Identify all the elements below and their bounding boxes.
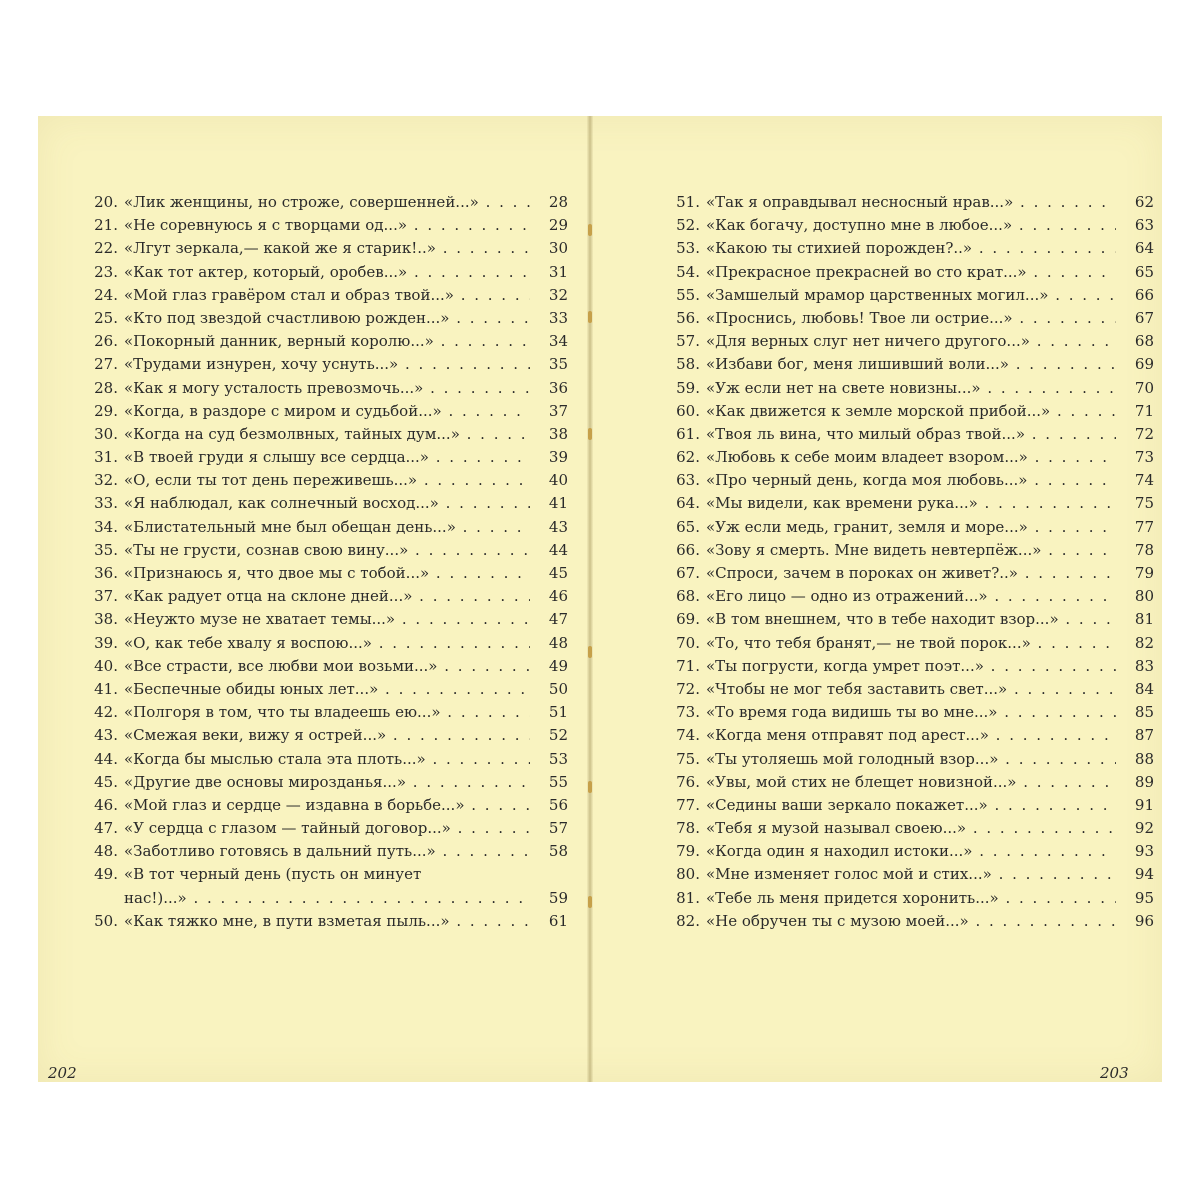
toc-entry xyxy=(664,701,1154,724)
toc-entry-number: 81. xyxy=(676,888,700,907)
toc-entry-title: «Полгоря в том, что ты владеешь ею...» . . . xyxy=(124,701,530,724)
toc-entry xyxy=(82,400,568,423)
toc-entry-number: 24. xyxy=(94,285,118,304)
toc-entry-number: 74. xyxy=(676,726,700,745)
toc-entry-title: «Спроси, зачем в пороках он живет?..» . . . xyxy=(706,562,1116,585)
toc-entry xyxy=(82,608,568,631)
toc-entry-page: 88 xyxy=(1134,749,1154,768)
toc-entry-number: 49. xyxy=(94,865,118,884)
toc-entry-page: 39 xyxy=(548,448,568,467)
toc-entry-number: 75. xyxy=(676,749,700,768)
page-number-right: 203 xyxy=(1100,1064,1129,1082)
toc-entry-page: 85 xyxy=(1134,703,1154,722)
toc-entry-number: 54. xyxy=(676,262,700,281)
toc-entry xyxy=(82,632,568,655)
toc-entry-title: «Его лицо — одно из отражений...» . . . xyxy=(706,585,1116,608)
toc-entry-title: «Мой глаз гравёром стал и образ твой...» . . . xyxy=(124,284,530,307)
toc-entry xyxy=(82,701,568,724)
toc-entry-title: «Смежая веки, вижу я острей...» . . . xyxy=(124,724,530,747)
toc-entry-number: 72. xyxy=(676,679,700,698)
toc-entry-title: «Седины ваши зеркало покажет...» . . . xyxy=(706,794,1116,817)
toc-entry-title: «Не соревнуюсь я с творцами од...» . . . xyxy=(124,214,530,237)
toc-entry-title: «Лгут зеркала,— какой же я старик!..» . . . xyxy=(124,237,530,260)
toc-entry-number: 57. xyxy=(676,332,700,351)
toc-entry-page: 96 xyxy=(1134,911,1154,930)
toc-entry-number: 22. xyxy=(94,239,118,258)
toc-entry-title: «Прекрасное прекрасней во сто крат...» . . . xyxy=(706,261,1116,284)
toc-entry-number: 70. xyxy=(676,633,700,652)
toc-entry-title: «Как радует отца на склоне дней...» . . . xyxy=(124,585,530,608)
toc-entry-title: «Чтобы не мог тебя заставить свет...» . . . xyxy=(706,678,1116,701)
toc-entry xyxy=(664,492,1154,515)
toc-entry xyxy=(82,469,568,492)
toc-entry-page: 62 xyxy=(1134,193,1154,211)
toc-entry-number: 21. xyxy=(94,216,118,235)
toc-entry-number: 77. xyxy=(676,795,700,814)
toc-entry-number: 45. xyxy=(94,772,118,791)
toc-entry xyxy=(664,562,1154,585)
toc-entry-number: 30. xyxy=(94,424,118,443)
toc-entry-title: «Неужто музе не хватает темы...» . . . xyxy=(124,608,530,631)
toc-entry xyxy=(82,678,568,701)
toc-entry-page: 66 xyxy=(1134,285,1154,304)
toc-entry xyxy=(82,910,568,933)
toc-entry xyxy=(664,910,1154,933)
toc-entry-title: «Увы, мой стих не блещет новизной...» . . . xyxy=(706,771,1116,794)
toc-entry xyxy=(664,400,1154,423)
toc-entry-page: 28 xyxy=(548,193,568,211)
toc-entry-number: 28. xyxy=(94,378,118,397)
toc-entry xyxy=(664,585,1154,608)
toc-entry-title: «Заботливо готовясь в дальний путь...» . . . xyxy=(124,840,530,863)
toc-entry xyxy=(82,214,568,237)
toc-entry-number: 42. xyxy=(94,703,118,722)
toc-entry-page: 77 xyxy=(1134,517,1154,536)
toc-entry-page: 34 xyxy=(548,332,568,351)
toc-entry-title: «Беспечные обиды юных лет...» . . . xyxy=(124,678,530,701)
toc-entry-number: 50. xyxy=(94,911,118,930)
binding-stitch xyxy=(588,646,592,658)
toc-entry-number: 44. xyxy=(94,749,118,768)
toc-entry-number: 55. xyxy=(676,285,700,304)
toc-entry-title: «Избави бог, меня лишивший воли...» . . . xyxy=(706,353,1116,376)
toc-entry-page: 46 xyxy=(548,587,568,606)
toc-entry-page: 59 xyxy=(548,888,568,907)
toc-entry-page: 41 xyxy=(548,494,568,513)
toc-entry-page: 74 xyxy=(1134,471,1154,490)
toc-entry-title: «Когда, в раздоре с миром и судьбой...» . . . xyxy=(124,400,530,423)
book-gutter xyxy=(587,116,593,1082)
toc-entry-page: 83 xyxy=(1134,656,1154,675)
book-spread xyxy=(38,116,1162,1082)
toc-entry xyxy=(82,237,568,260)
toc-entry-number: 53. xyxy=(676,239,700,258)
toc-entry-page: 55 xyxy=(548,772,568,791)
toc-entry-title: нас!)...» . . . xyxy=(124,887,530,910)
toc-entry xyxy=(82,817,568,840)
toc-entry xyxy=(82,539,568,562)
toc-entry-number: 61. xyxy=(676,424,700,443)
binding-stitch xyxy=(588,781,592,793)
toc-entry xyxy=(664,423,1154,446)
toc-entry-number: 76. xyxy=(676,772,700,791)
toc-entry-title: «Уж если медь, гранит, земля и море...» . . . xyxy=(706,516,1116,539)
toc-entry-number: 51. xyxy=(676,193,700,211)
toc-entry-number: 31. xyxy=(94,448,118,467)
toc-entry-page: 61 xyxy=(548,911,568,930)
toc-entry xyxy=(664,794,1154,817)
toc-entry-title: «Покорный данник, верный королю...» . . . xyxy=(124,330,530,353)
toc-entry xyxy=(82,423,568,446)
toc-entry-title: «Как тот актер, который, оробев...» . . . xyxy=(124,261,530,284)
toc-entry xyxy=(664,771,1154,794)
toc-entry-number: 65. xyxy=(676,517,700,536)
toc-entry xyxy=(664,261,1154,284)
toc-entry-title: «Трудами изнурен, хочу уснуть...» . . . xyxy=(124,353,530,376)
toc-entry-number: 62. xyxy=(676,448,700,467)
toc-entry-page: 36 xyxy=(548,378,568,397)
toc-entry xyxy=(82,377,568,400)
toc-entry xyxy=(664,632,1154,655)
toc-entry-page: 35 xyxy=(548,355,568,374)
toc-entry-number: 34. xyxy=(94,517,118,536)
toc-entry-number: 66. xyxy=(676,540,700,559)
toc-entry-page: 67 xyxy=(1134,308,1154,327)
toc-entry-page: 87 xyxy=(1134,726,1154,745)
toc-entry-page: 31 xyxy=(548,262,568,281)
toc-entry-title: «О, как тебе хвалу я воспою...» . . . xyxy=(124,632,530,655)
toc-entry-number: 56. xyxy=(676,308,700,327)
toc-entry-page: 81 xyxy=(1134,610,1154,629)
toc-entry-title: «Как богачу, доступно мне в любое...» . . . xyxy=(706,214,1116,237)
toc-entry-title: «У сердца с глазом — тайный договор...» . . . xyxy=(124,817,530,840)
toc-entry-title: «Проснись, любовь! Твое ли острие...» . . . xyxy=(706,307,1116,330)
toc-entry-title: «В твоей груди я слышу все сердца...» . . . xyxy=(124,446,530,469)
toc-entry-title: «Признаюсь я, что двое мы с тобой...» . . . xyxy=(124,562,530,585)
toc-entry xyxy=(664,655,1154,678)
toc-entry-page: 48 xyxy=(548,633,568,652)
toc-entry-page: 65 xyxy=(1134,262,1154,281)
toc-entry-title: «Замшелый мрамор царственных могил...» . . . xyxy=(706,284,1116,307)
toc-entry xyxy=(664,307,1154,330)
toc-entry-page: 47 xyxy=(548,610,568,629)
toc-entry-page: 68 xyxy=(1134,332,1154,351)
toc-entry-number: 33. xyxy=(94,494,118,513)
toc-entry-title: «Лик женщины, но строже, совершенней...» . . . xyxy=(124,191,530,214)
toc-entry xyxy=(82,191,568,214)
toc-entry-number: 32. xyxy=(94,471,118,490)
toc-entry-page: 93 xyxy=(1134,842,1154,861)
toc-entry xyxy=(82,446,568,469)
toc-entry-page: 33 xyxy=(548,308,568,327)
toc-entry-number: 35. xyxy=(94,540,118,559)
toc-entry-title: «Зову я смерть. Мне видеть невтерпёж...» . . . xyxy=(706,539,1116,562)
toc-entry-title: «Ты утоляешь мой голодный взор...» . . . xyxy=(706,748,1116,771)
toc-entry-title: «В тот черный день (пусть он минует xyxy=(124,865,422,884)
toc-entry-number: 37. xyxy=(94,587,118,606)
toc-entry-number: 38. xyxy=(94,610,118,629)
binding-stitch xyxy=(588,311,592,323)
toc-entry-number: 40. xyxy=(94,656,118,675)
toc-entry xyxy=(664,516,1154,539)
toc-entry xyxy=(82,840,568,863)
toc-entry-page: 38 xyxy=(548,424,568,443)
toc-entry-title: «Когда на суд безмолвных, тайных дум...» . . . xyxy=(124,423,530,446)
toc-entry xyxy=(82,562,568,585)
toc-entry-page: 91 xyxy=(1134,795,1154,814)
toc-entry-title: «Какою ты стихией порожден?..» . . . xyxy=(706,237,1116,260)
toc-entry xyxy=(664,446,1154,469)
toc-entry-number: 59. xyxy=(676,378,700,397)
toc-entry-number: 80. xyxy=(676,865,700,884)
toc-entry-page: 75 xyxy=(1134,494,1154,513)
toc-entry xyxy=(82,492,568,515)
toc-entry-number: 82. xyxy=(676,911,700,930)
toc-entry-title: «Так я оправдывал несносный нрав...» . . . xyxy=(706,191,1116,214)
toc-entry xyxy=(664,237,1154,260)
toc-entry-number: 20. xyxy=(94,193,118,211)
toc-entry-number: 27. xyxy=(94,355,118,374)
right-page-contents xyxy=(664,191,1154,933)
toc-entry-number: 52. xyxy=(676,216,700,235)
binding-stitch xyxy=(588,224,592,236)
toc-entry-page: 45 xyxy=(548,564,568,582)
toc-entry-number: 48. xyxy=(94,842,118,861)
toc-entry xyxy=(664,284,1154,307)
toc-entry-number: 36. xyxy=(94,564,118,582)
toc-entry-number: 26. xyxy=(94,332,118,351)
toc-entry-page: 94 xyxy=(1134,865,1154,884)
toc-entry-number: 29. xyxy=(94,401,118,420)
toc-entry-page: 84 xyxy=(1134,679,1154,698)
toc-entry-page: 58 xyxy=(548,842,568,861)
toc-entry xyxy=(664,469,1154,492)
toc-entry-number: 63. xyxy=(676,471,700,490)
toc-entry-number: 58. xyxy=(676,355,700,374)
toc-entry-title: «Как тяжко мне, в пути взметая пыль...» . . . xyxy=(124,910,530,933)
toc-entry xyxy=(664,330,1154,353)
toc-entry-title: «Ты погрусти, когда умрет поэт...» . . . xyxy=(706,655,1116,678)
toc-entry-title: «Твоя ль вина, что милый образ твой...» . . . xyxy=(706,423,1116,446)
toc-entry-page: 82 xyxy=(1134,633,1154,652)
binding-stitch xyxy=(588,896,592,908)
toc-entry-page: 78 xyxy=(1134,540,1154,559)
toc-entry-page: 64 xyxy=(1134,239,1154,258)
toc-entry xyxy=(82,863,568,886)
toc-entry-title: «Мы видели, как времени рука...» . . . xyxy=(706,492,1116,515)
toc-entry-page: 53 xyxy=(548,749,568,768)
toc-entry xyxy=(664,539,1154,562)
toc-entry-title: «Любовь к себе моим владеет взором...» . . . xyxy=(706,446,1116,469)
toc-entry-page: 32 xyxy=(548,285,568,304)
toc-entry-number: 69. xyxy=(676,610,700,629)
toc-entry-title: «Мне изменяет голос мой и стих...» . . . xyxy=(706,863,1116,886)
toc-entry-page: 43 xyxy=(548,517,568,536)
toc-entry-page: 51 xyxy=(548,703,568,722)
toc-entry-title: «То время года видишь ты во мне...» . . . xyxy=(706,701,1116,724)
toc-entry xyxy=(82,330,568,353)
toc-entry-page: 30 xyxy=(548,239,568,258)
toc-entry xyxy=(664,678,1154,701)
toc-entry-title: «Когда бы мыслью стала эта плоть...» . . . xyxy=(124,748,530,771)
toc-entry-page: 95 xyxy=(1134,888,1154,907)
toc-entry xyxy=(664,887,1154,910)
toc-entry-title: «Как я могу усталость превозмочь...» . . . xyxy=(124,377,530,400)
toc-entry xyxy=(82,771,568,794)
toc-entry-number: 73. xyxy=(676,703,700,722)
toc-entry-title: «Я наблюдал, как солнечный восход...» . . . xyxy=(124,492,530,515)
toc-entry-title: «Кто под звездой счастливою рожден...» . . . xyxy=(124,307,530,330)
toc-entry xyxy=(664,840,1154,863)
toc-entry xyxy=(82,516,568,539)
page-number-left: 202 xyxy=(48,1064,77,1082)
toc-entry-number: 25. xyxy=(94,308,118,327)
toc-entry-page: 80 xyxy=(1134,587,1154,606)
toc-entry-title: «То, что тебя бранят,— не твой порок...» . . . xyxy=(706,632,1116,655)
toc-entry xyxy=(664,863,1154,886)
toc-entry-title: «Тебе ль меня придется хоронить...» . . . xyxy=(706,887,1116,910)
toc-entry-number: 71. xyxy=(676,656,700,675)
toc-entry-title: «Не обручен ты с музою моей...» . . . xyxy=(706,910,1116,933)
toc-entry-page: 56 xyxy=(548,795,568,814)
toc-entry-number: 47. xyxy=(94,819,118,838)
toc-entry-page: 79 xyxy=(1134,564,1154,582)
toc-entry-number: 39. xyxy=(94,633,118,652)
toc-entry-page: 89 xyxy=(1134,772,1154,791)
toc-entry-title: «Мой глаз и сердце — издавна в борьбе...» . . . xyxy=(124,794,530,817)
toc-entry-title: «О, если ты тот день переживешь...» . . . xyxy=(124,469,530,492)
toc-entry xyxy=(664,608,1154,631)
toc-entry-page: 37 xyxy=(548,401,568,420)
toc-entry-title: «Как движется к земле морской прибой...» . . . xyxy=(706,400,1116,423)
toc-entry-page: 29 xyxy=(548,216,568,235)
toc-entry xyxy=(82,284,568,307)
toc-entry-title: «Другие две основы мирозданья...» . . . xyxy=(124,771,530,794)
toc-entry xyxy=(82,794,568,817)
toc-entry-title: «Блистательный мне был обещан день...» . . . xyxy=(124,516,530,539)
left-page-contents xyxy=(82,191,568,933)
toc-entry-page: 69 xyxy=(1134,355,1154,374)
toc-entry-page: 63 xyxy=(1134,216,1154,235)
toc-entry xyxy=(82,353,568,376)
toc-entry-title: «Уж если нет на свете новизны...» . . . xyxy=(706,377,1116,400)
toc-entry-title: «Когда меня отправят под арест...» . . . xyxy=(706,724,1116,747)
toc-entry-page: 40 xyxy=(548,471,568,490)
toc-entry-title: «В том внешнем, что в тебе находит взор...» . . . xyxy=(706,608,1116,631)
toc-entry xyxy=(664,214,1154,237)
toc-entry-page: 44 xyxy=(548,540,568,559)
toc-entry-number: 68. xyxy=(676,587,700,606)
toc-entry-number: 64. xyxy=(676,494,700,513)
toc-entry xyxy=(82,261,568,284)
toc-entry-number: 79. xyxy=(676,842,700,861)
toc-entry-page: 52 xyxy=(548,726,568,745)
toc-entry-title: «Все страсти, все любви мои возьми...» . . . xyxy=(124,655,530,678)
toc-entry-number: 41. xyxy=(94,679,118,698)
toc-entry xyxy=(664,353,1154,376)
toc-entry xyxy=(82,887,568,910)
toc-entry-title: «Ты не грусти, сознав свою вину...» . . . xyxy=(124,539,530,562)
toc-entry xyxy=(664,817,1154,840)
toc-entry xyxy=(664,191,1154,214)
toc-entry-title: «Для верных слуг нет ничего другого...» . . . xyxy=(706,330,1116,353)
toc-entry-page: 92 xyxy=(1134,819,1154,838)
toc-entry-title: «Когда один я находил истоки...» . . . xyxy=(706,840,1116,863)
toc-entry xyxy=(82,307,568,330)
toc-entry xyxy=(82,655,568,678)
toc-entry xyxy=(664,748,1154,771)
toc-entry-page: 50 xyxy=(548,679,568,698)
toc-entry-page: 73 xyxy=(1134,448,1154,467)
binding-stitch xyxy=(588,428,592,440)
toc-entry-title: «Тебя я музой называл своею...» . . . xyxy=(706,817,1116,840)
toc-entry-number: 23. xyxy=(94,262,118,281)
toc-entry-number: 67. xyxy=(676,564,700,582)
toc-entry xyxy=(82,585,568,608)
toc-entry xyxy=(664,377,1154,400)
toc-entry-page: 72 xyxy=(1134,424,1154,443)
toc-entry-number: 78. xyxy=(676,819,700,838)
toc-entry-title: «Про черный день, когда моя любовь...» . . . xyxy=(706,469,1116,492)
toc-entry xyxy=(82,748,568,771)
toc-entry-number: 46. xyxy=(94,795,118,814)
toc-entry xyxy=(82,724,568,747)
toc-entry-page: 49 xyxy=(548,656,568,675)
toc-entry-number: 60. xyxy=(676,401,700,420)
toc-entry-page: 57 xyxy=(548,819,568,838)
toc-entry-page: 71 xyxy=(1134,401,1154,420)
toc-entry xyxy=(664,724,1154,747)
toc-entry-page: 70 xyxy=(1134,378,1154,397)
toc-entry-number: 43. xyxy=(94,726,118,745)
